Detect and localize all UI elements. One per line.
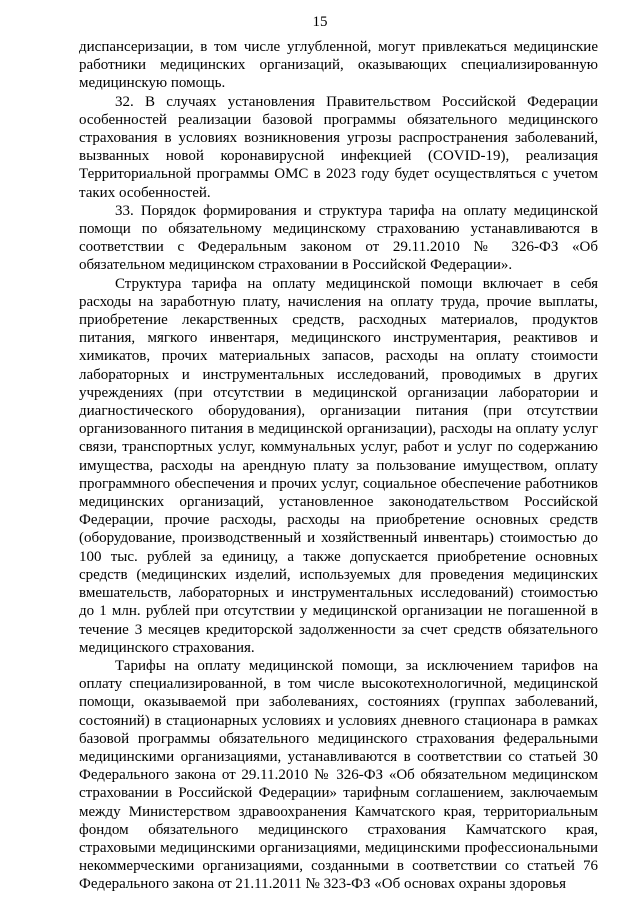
page-number: 15 [312, 14, 328, 30]
document-body [79, 38, 598, 894]
paragraph-item-33: 33. Порядок формирования и структура тарифа на оплату медицинской помощи по обязательному медицинскому страхованию устанавливаются в соответствии с Федеральным законом от 29.11.2010 № 326-ФЗ «Об обязательном медицинском страховании в Российской Федерации». [79, 202, 598, 274]
paragraph-continuation: диспансеризации, в том числе углубленной, могут привлекаться медицинские работники медицинских организаций, оказывающих специализированную медицинскую помощь. [79, 39, 598, 92]
paragraph-item-32: 32. В случаях установления Правительством Российской Федерации особенностей реализации базовой программы обязательного медицинского страхования в условиях возникновения угрозы распространения заболеваний, вызванных новой коронавирусной инфекцией (COVID-19), реализация Территориальной программы ОМС в 2023 году будет осуществляться с учетом таких особенностей. [79, 93, 598, 201]
paragraph-tariff-structure: Структура тарифа на оплату медицинской помощи включает в себя расходы на заработную плату, начисления на оплату труда, прочие выплаты, приобретение лекарственных средств, расходных материалов, продуктов питания, мягкого инвентаря, медицинского инструментария, реактивов и химикатов, прочих материальных запасов, расходы на оплату стоимости лабораторных и инструментальных исследований, проводимых в других учреждениях (при отсутствии в медицинской организации лаборатории и диагностического оборудования), организации питания (при отсутствии организованного питания в медицинской организации), расходы на оплату услуг связи, транспортных услуг, коммунальных услуг, работ и услуг по содержанию имущества, расходы на арендную плату за пользование имуществом, оплату программного обеспечения и прочих услуг, социальное обеспечение работников медицинских организаций, установленное законодательством Российской Федерации, прочие расходы, расходы на приобретение основных средств (оборудование, производственный и хозяйственный инвентарь) стоимостью до 100 тыс. рублей за единицу, а также допускается приобретение основных средств (медицинских изделий, используемых для проведения медицинских вмешательств, лабораторных и инструментальных исследований) стоимостью до 1 млн. рублей при отсутствии у медицинской организации не погашенной в течение 3 месяцев кредиторской задолженности за счет средств обязательного медицинского страхования. [79, 275, 598, 656]
paragraph-tariffs: Тарифы на оплату медицинской помощи, за исключением тарифов на оплату специализированной, в том числе высокотехнологичной, медицинской помощи, оказываемой при заболеваниях, состояниях (группах заболеваний, состояний) в стационарных условиях и условиях дневного стационара в рамках базовой программы обязательного медицинского страхования федеральными медицинскими организациями, устанавливаются в соответствии со статьей 30 Федерального закона от 29.11.2010 № 326-ФЗ «Об обязательном медицинском страховании в Российской Федерации» тарифным соглашением, заключаемым между Министерством здравоохранения Камчатского края, территориальным фондом обязательного медицинского страхования Камчатского края, страховыми медицинскими организациями, медицинскими профессиональными некоммерческими организациями, созданными в соответствии со статьей 76 Федерального закона от 21.11.2011 № 323-ФЗ «Об основах охраны здоровья [79, 657, 598, 893]
